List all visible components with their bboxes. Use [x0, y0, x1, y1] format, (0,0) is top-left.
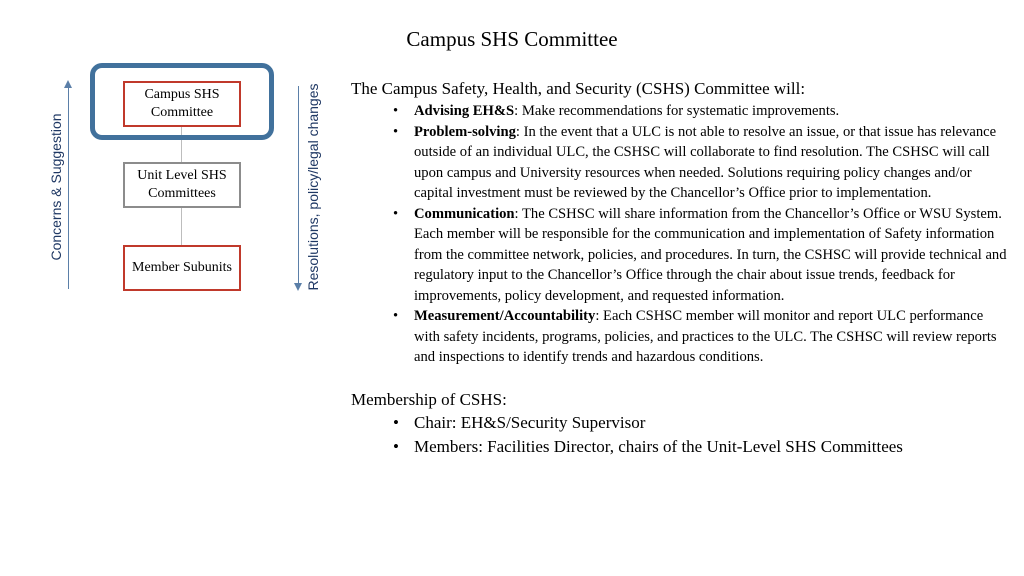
right-arrow-line: [298, 86, 299, 284]
campus-shs-committee-box: [123, 81, 241, 127]
concerns-label: Concerns & Suggestion: [48, 113, 64, 261]
box-label: Campus SHS Committee: [144, 87, 220, 120]
bullet-icon: •: [393, 412, 399, 432]
list-item: [351, 101, 1011, 122]
bullet-icon: •: [393, 103, 399, 119]
unit-level-committees-box: [123, 162, 241, 208]
arrow-down-icon: [294, 283, 302, 291]
point-text: : In the event that a ULC is not able to resolve an issue, or that issue has relevance outside of an individual ULC, the CSHSC will collaborate to find resolution. The CSHSC will call upon campus and University resources when needed. Solutions requiring policy changes and/or capital investment must be reviewed by the Chancellor’s Office prior to implementation.: [414, 123, 997, 201]
bullet-icon: •: [393, 205, 399, 222]
member-subunits-box: [123, 245, 241, 291]
box-label: Member Subunits: [132, 260, 232, 275]
slide-title: Campus SHS Committee: [406, 27, 618, 51]
box-label: Unit Level SHS Committees: [137, 168, 227, 201]
left-arrow-line: [68, 86, 69, 289]
member-text: Chair: EH&S/Security Supervisor: [414, 412, 646, 432]
point-text: : Make recommendations for systematic improvements.: [514, 103, 840, 119]
bullet-icon: •: [393, 436, 399, 456]
membership-heading: Membership of CSHS:: [351, 389, 507, 409]
list-item: [351, 204, 1011, 307]
list-item: [351, 122, 1011, 204]
intro-text: The Campus Safety, Health, and Security (CSHS) Committee will:: [351, 79, 806, 98]
connector-bottom: [181, 204, 182, 246]
point-term: Advising EH&S: [414, 103, 515, 119]
list-item: [351, 411, 1011, 435]
committee-hierarchy-diagram: [0, 0, 340, 330]
bullet-icon: •: [393, 308, 399, 324]
point-text: : Each CSHSC member will monitor and report ULC performance with safety incidents, programs, policies, and practices to the ULC. The CSHSC will review reports and inspections to identify trends and hazardous conditions.: [414, 308, 997, 365]
duties-list: [351, 101, 1011, 368]
point-term: Communication: [414, 205, 515, 222]
resolutions-label: Resolutions, policy/legal changes: [305, 83, 321, 291]
list-item: [351, 435, 1011, 459]
bullet-icon: •: [393, 123, 399, 140]
point-text: : The CSHSC will share information from the Chancellor’s Office or WSU System. Each member will be responsible for the communication and implementation of Safety information from the committee network, policies, and procedures. In turn, the CSHSC will provide technical and regulatory input to the Chancellor’s Office through the chair about issue trends, feedback for improvements, policy development, and requested information.: [414, 205, 1007, 304]
committee-description: [351, 79, 1011, 459]
point-term: Problem-solving: [414, 123, 516, 140]
list-item: [351, 306, 1011, 368]
members-list: [351, 411, 1011, 459]
member-text: Members: Facilities Director, chairs of the Unit-Level SHS Committees: [414, 436, 903, 456]
point-term: Measurement/Accountability: [414, 308, 596, 324]
